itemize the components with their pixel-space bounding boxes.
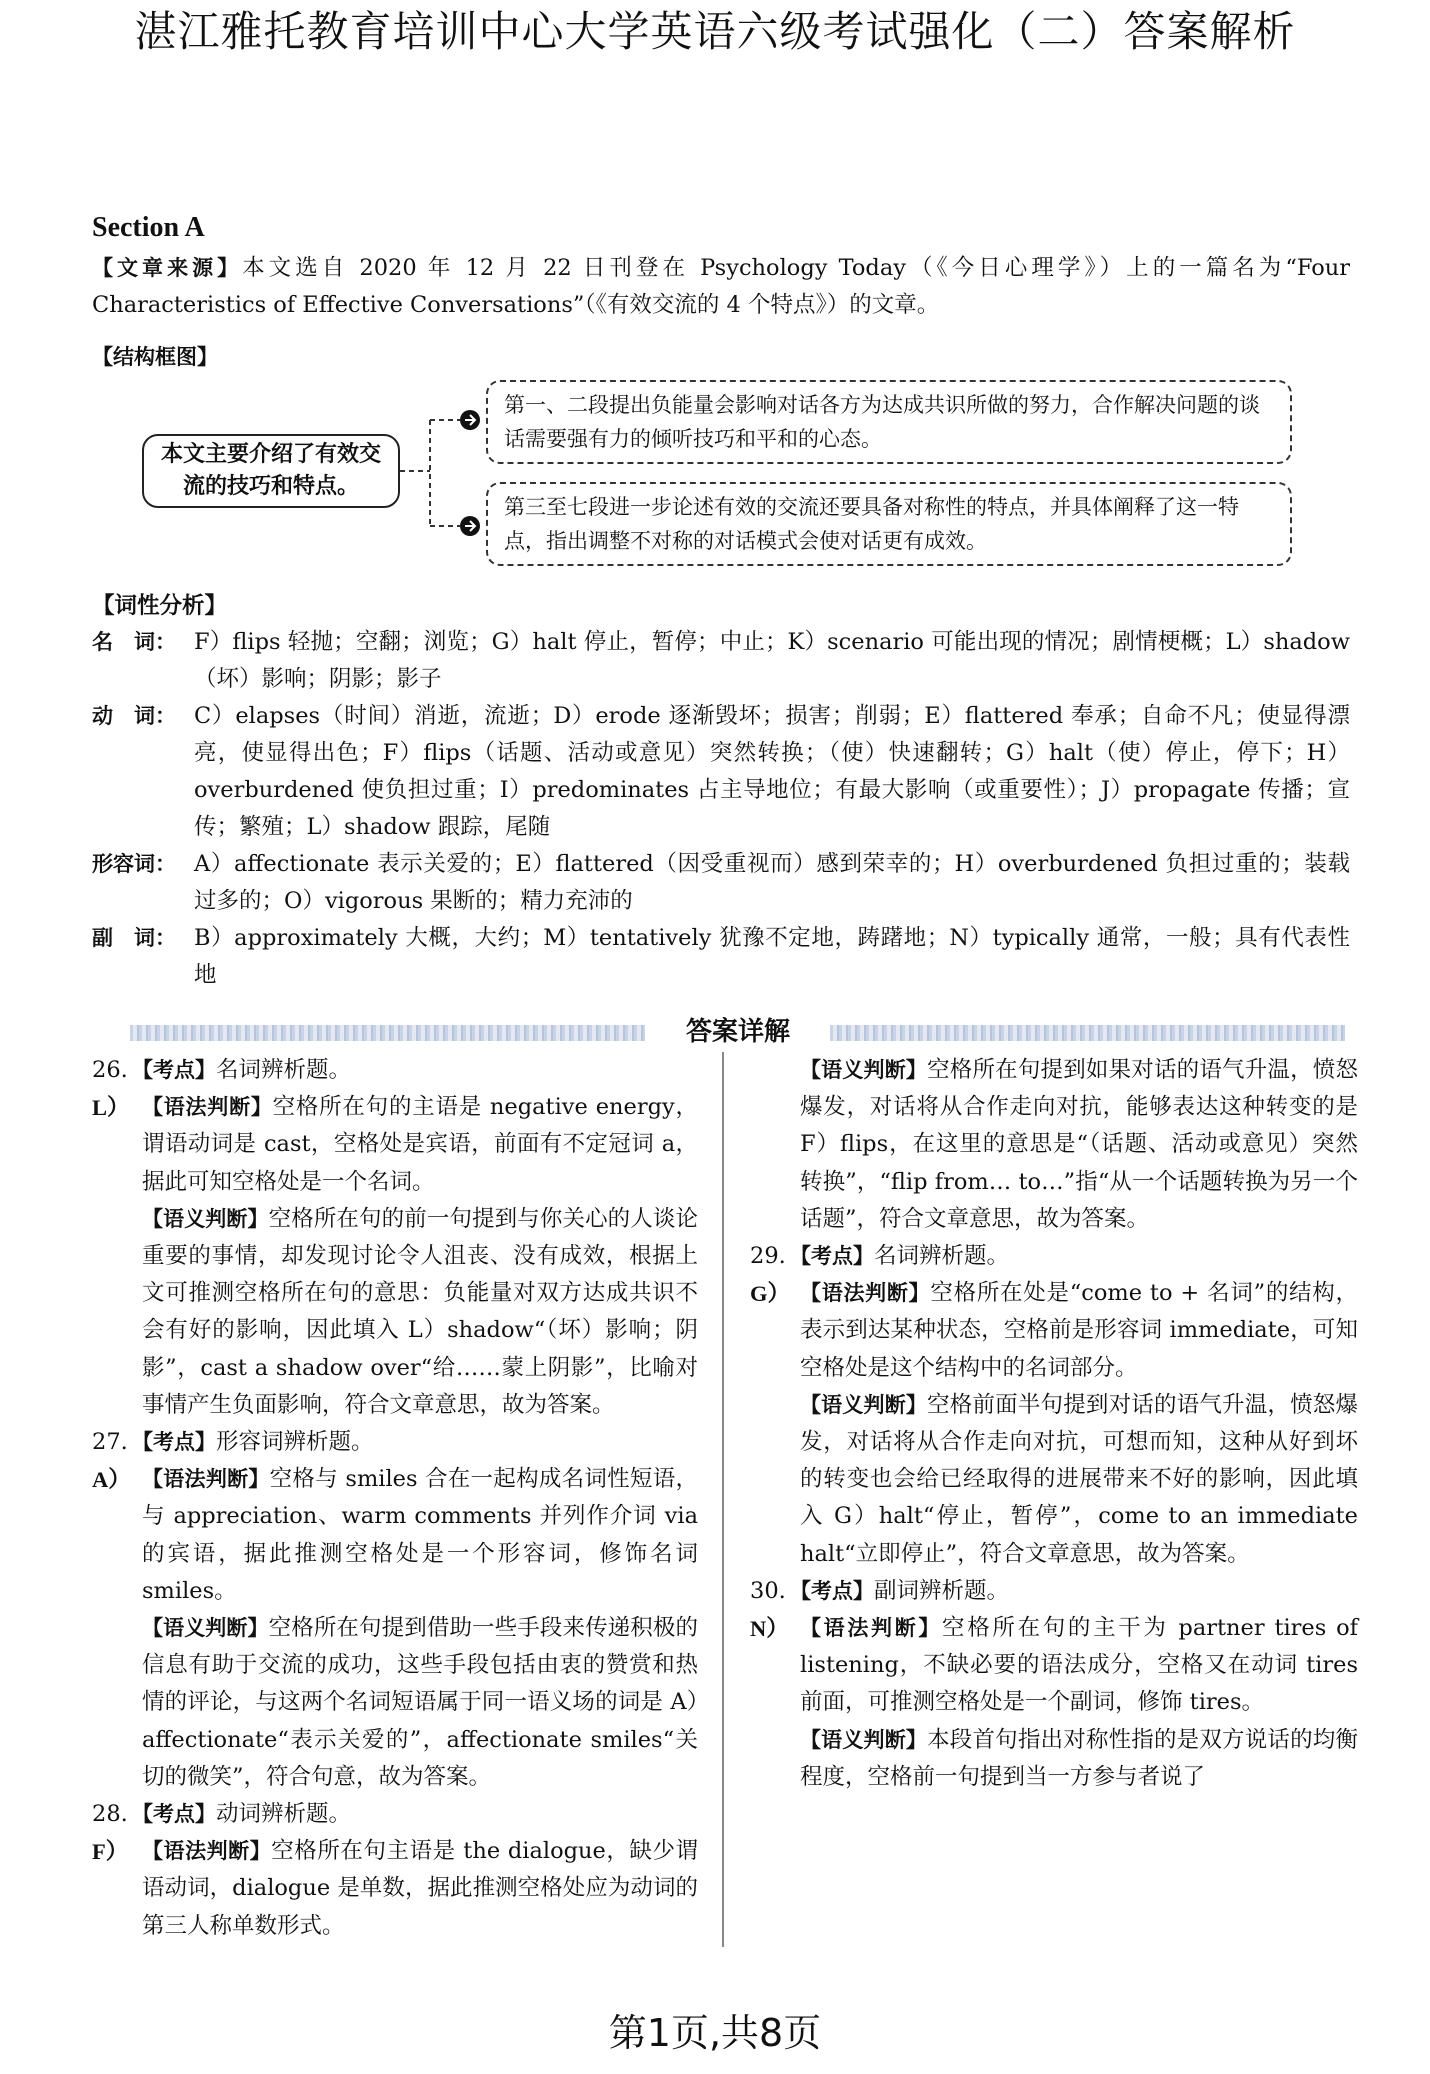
answer-letter: N）: [750, 1616, 789, 1642]
question-28-continued: [750, 1052, 1358, 1238]
pos-row-adverb: [92, 920, 1350, 994]
point-label: 【考点】: [132, 1058, 216, 1082]
grammar-label: 【语法判断】: [142, 1467, 270, 1492]
answers-left-column: [92, 1052, 698, 1945]
page-number: 第1页,共8页: [608, 2011, 822, 2055]
semantic-analysis: [750, 1387, 1358, 1573]
semantic-analysis: [750, 1722, 1358, 1796]
grammar-label: 【语法判断】: [800, 1281, 931, 1306]
grammar-text: 空格所在句的主干为 partner tires of listening，不缺必要的语法成分，空格又在动词 tires 前面，可推测空格处是一个副词，修饰 tires。: [800, 1615, 1358, 1716]
grammar-text: 空格所在处是“come to + 名词”的结构，表示到达某种状态，空格前是形容词 immediate，可知空格处是这个结构中的名词部分。: [800, 1280, 1359, 1381]
source-text: 本文选自 2020 年 12 月 22 日刊登在 Psychology Today（《今日心理学》）上的一篇名为“Four Characteristics of Effective Conversations”（《有效交流的 4 个特点》）的文章。: [92, 255, 1351, 318]
structure-branch-2-text: 第三至七段进一步论述有效的交流还要具备对称性的特点，并具体阐释了这一特点，指出调整不对称的对话模式会使对话更有成效。: [504, 495, 1239, 553]
section-heading: Section A: [92, 212, 205, 243]
pos-tag: 副 词：: [92, 926, 176, 950]
semantic-text: 空格所在句提到借助一些手段来传递积极的信息有助于交流的成功，这些手段包括由衷的赞赏和热情的评论，与这两个名词短语属于同一语义场的词是 A）affectionate“表示关爱的”，affectionate smiles“关切的微笑”，符合句意，故为答案。: [142, 1615, 698, 1790]
grammar-text: 空格所在句主语是 the dialogue，缺少谓语动词，dialogue 是单数，据此推测空格处应为动词的第三人称单数形式。: [142, 1838, 698, 1939]
semantic-text: 空格所在句提到如果对话的语气升温，愤怒爆发，对话将从合作走向对抗，能够表达这种转变的是 F）flips，在这里的意思是“（话题、活动或意见）突然转换”，“flip from… to…”指“从一个话题转换为另一个话题”，符合文章意思，故为答案。: [800, 1057, 1358, 1232]
column-divider: [722, 1052, 724, 1947]
grammar-text: 空格与 smiles 合在一起构成名词性短语，与 appreciation、warm comments 并列作介词 via 的宾语，据此推测空格处是一个形容词，修饰名词 smiles。: [142, 1466, 698, 1604]
question-26: [92, 1052, 698, 1424]
point-text: 副词辨析题。: [874, 1577, 1010, 1604]
question-number: 29.: [750, 1243, 786, 1270]
banner-bar-left: [130, 1025, 645, 1041]
semantic-analysis: [92, 1610, 698, 1796]
grammar-label: 【语法判断】: [142, 1839, 272, 1864]
point-text: 名词辨析题。: [216, 1057, 352, 1083]
semantic-text: 本段首句指出对称性指的是双方说话的均衡程度，空格前一句提到当一方参与者说了: [800, 1726, 1358, 1790]
banner-bar-right: [830, 1025, 1345, 1041]
question-30: [750, 1573, 1358, 1796]
structure-main-text: 本文主要介绍了有效交流的技巧和特点。: [161, 442, 382, 499]
document-title: 湛江雅托教育培训中心大学英语六级考试强化（二）答案解析: [134, 7, 1296, 56]
pos-label: 【词性分析】: [92, 593, 228, 619]
source-label: 【文章来源】: [92, 256, 243, 280]
grammar-label: 【语法判断】: [142, 1095, 273, 1120]
grammar-analysis: [92, 1833, 698, 1945]
point-text: 动词辨析题。: [216, 1801, 352, 1828]
structure-label: 【结构框图】: [92, 345, 218, 369]
semantic-analysis: [750, 1052, 1358, 1238]
question-number: 27.: [92, 1429, 128, 1456]
point-label: 【考点】: [132, 1430, 216, 1455]
structure-connector: [400, 396, 490, 536]
semantic-analysis: [92, 1201, 698, 1424]
answer-letter: A）: [92, 1467, 131, 1493]
question-29: [750, 1238, 1358, 1573]
grammar-analysis: [92, 1461, 698, 1610]
point-text: 名词辨析题。: [874, 1243, 1010, 1270]
semantic-label: 【语义判断】: [142, 1206, 269, 1231]
semantic-label: 【语义判断】: [800, 1727, 928, 1752]
pos-tag: 名 词：: [92, 630, 176, 654]
point-label: 【考点】: [790, 1578, 874, 1603]
grammar-label: 【语法判断】: [800, 1616, 943, 1641]
answers-right-column: [750, 1052, 1358, 1796]
point-label: 【考点】: [790, 1244, 874, 1269]
point-label: 【考点】: [132, 1802, 216, 1827]
grammar-text: 空格所在句的主语是 negative energy，谓语动词是 cast，空格处是宾语，前面有不定冠词 a，据此可知空格处是一个名词。: [142, 1094, 699, 1195]
answer-letter: F）: [92, 1839, 129, 1865]
source-paragraph: [92, 250, 1350, 324]
pos-text: F）flips 轻抛；空翻；浏览；G）halt 停止，暂停；中止；K）scenario 可能出现的情况；剧情梗概；L）shadow（坏）影响；阴影；影子: [194, 629, 1350, 692]
structure-main-box: [142, 434, 400, 508]
semantic-label: 【语义判断】: [800, 1392, 928, 1417]
answer-letter: L）: [92, 1095, 130, 1121]
grammar-analysis: [750, 1610, 1358, 1722]
semantic-label: 【语义判断】: [142, 1616, 269, 1641]
semantic-text: 空格前面半句提到对话的语气升温，愤怒爆发，对话将从合作走向对抗，可想而知，这种从好到坏的转变也会给已经取得的进展带来不好的影响，因此填入 G）halt“停止，暂停”，come to an immediate halt“立即停止”，符合文章意思，故为答案。: [800, 1391, 1358, 1567]
answer-letter: G）: [750, 1281, 791, 1307]
pos-tag: 动 词：: [92, 704, 176, 728]
grammar-analysis: [750, 1275, 1358, 1387]
structure-branch-1: [486, 380, 1292, 464]
question-27: [92, 1424, 698, 1796]
pos-text: B）approximately 大概，大约；M）tentatively 犹豫不定地，踌躇地；N）typically 通常，一般；具有代表性地: [194, 925, 1350, 988]
grammar-analysis: [92, 1089, 698, 1201]
pos-row-noun: [92, 624, 1350, 698]
question-number: 28.: [92, 1801, 128, 1828]
question-28: [92, 1796, 698, 1945]
pos-text: A）affectionate 表示关爱的；E）flattered（因受重视而）感到荣幸的；H）overburdened 负担过重的；装载过多的；O）vigorous 果断的；精力充沛的: [194, 851, 1350, 914]
answer-banner-title: 答案详解: [685, 1017, 790, 1047]
answer-banner: [130, 1015, 1345, 1049]
point-text: 形容词辨析题。: [216, 1429, 374, 1456]
structure-branch-2: [486, 482, 1292, 566]
structure-branch-1-text: 第一、二段提出负能量会影响对话各方为达成共识所做的努力，合作解决问题的谈话需要强有力的倾听技巧和平和的心态。: [504, 393, 1260, 451]
pos-text: C）elapses（时间）消逝，流逝；D）erode 逐渐毁坏；损害；削弱；E）flattered 奉承；自命不凡；使显得漂亮，使显得出色；F）flips（话题、活动或意见）突然转换；（使）快速翻转；G）halt（使）停止，停下；H）overburdened 使负担过重；I）predominates 占主导地位；有最大影响（或重要性）；J）propagate 传播；宣传；繁殖；L）shadow 跟踪，尾随: [194, 703, 1350, 840]
pos-row-verb: [92, 698, 1350, 846]
semantic-label: 【语义判断】: [800, 1058, 928, 1082]
pos-row-adjective: [92, 846, 1350, 920]
question-number: 26.: [92, 1057, 128, 1083]
semantic-text: 空格所在句的前一句提到与你关心的人谈论重要的事情，却发现讨论令人沮丧、没有成效，根据上文可推测空格所在句的意思：负能量对双方达成共识不会有好的影响，因此填入 L）shadow“（坏）影响；阴影”，cast a shadow over“给……蒙上阴影”，比喻对事情产生负面影响，符合文章意思，故为答案。: [142, 1205, 698, 1418]
pos-tag: 形容词：: [92, 852, 176, 876]
question-number: 30.: [750, 1577, 786, 1604]
